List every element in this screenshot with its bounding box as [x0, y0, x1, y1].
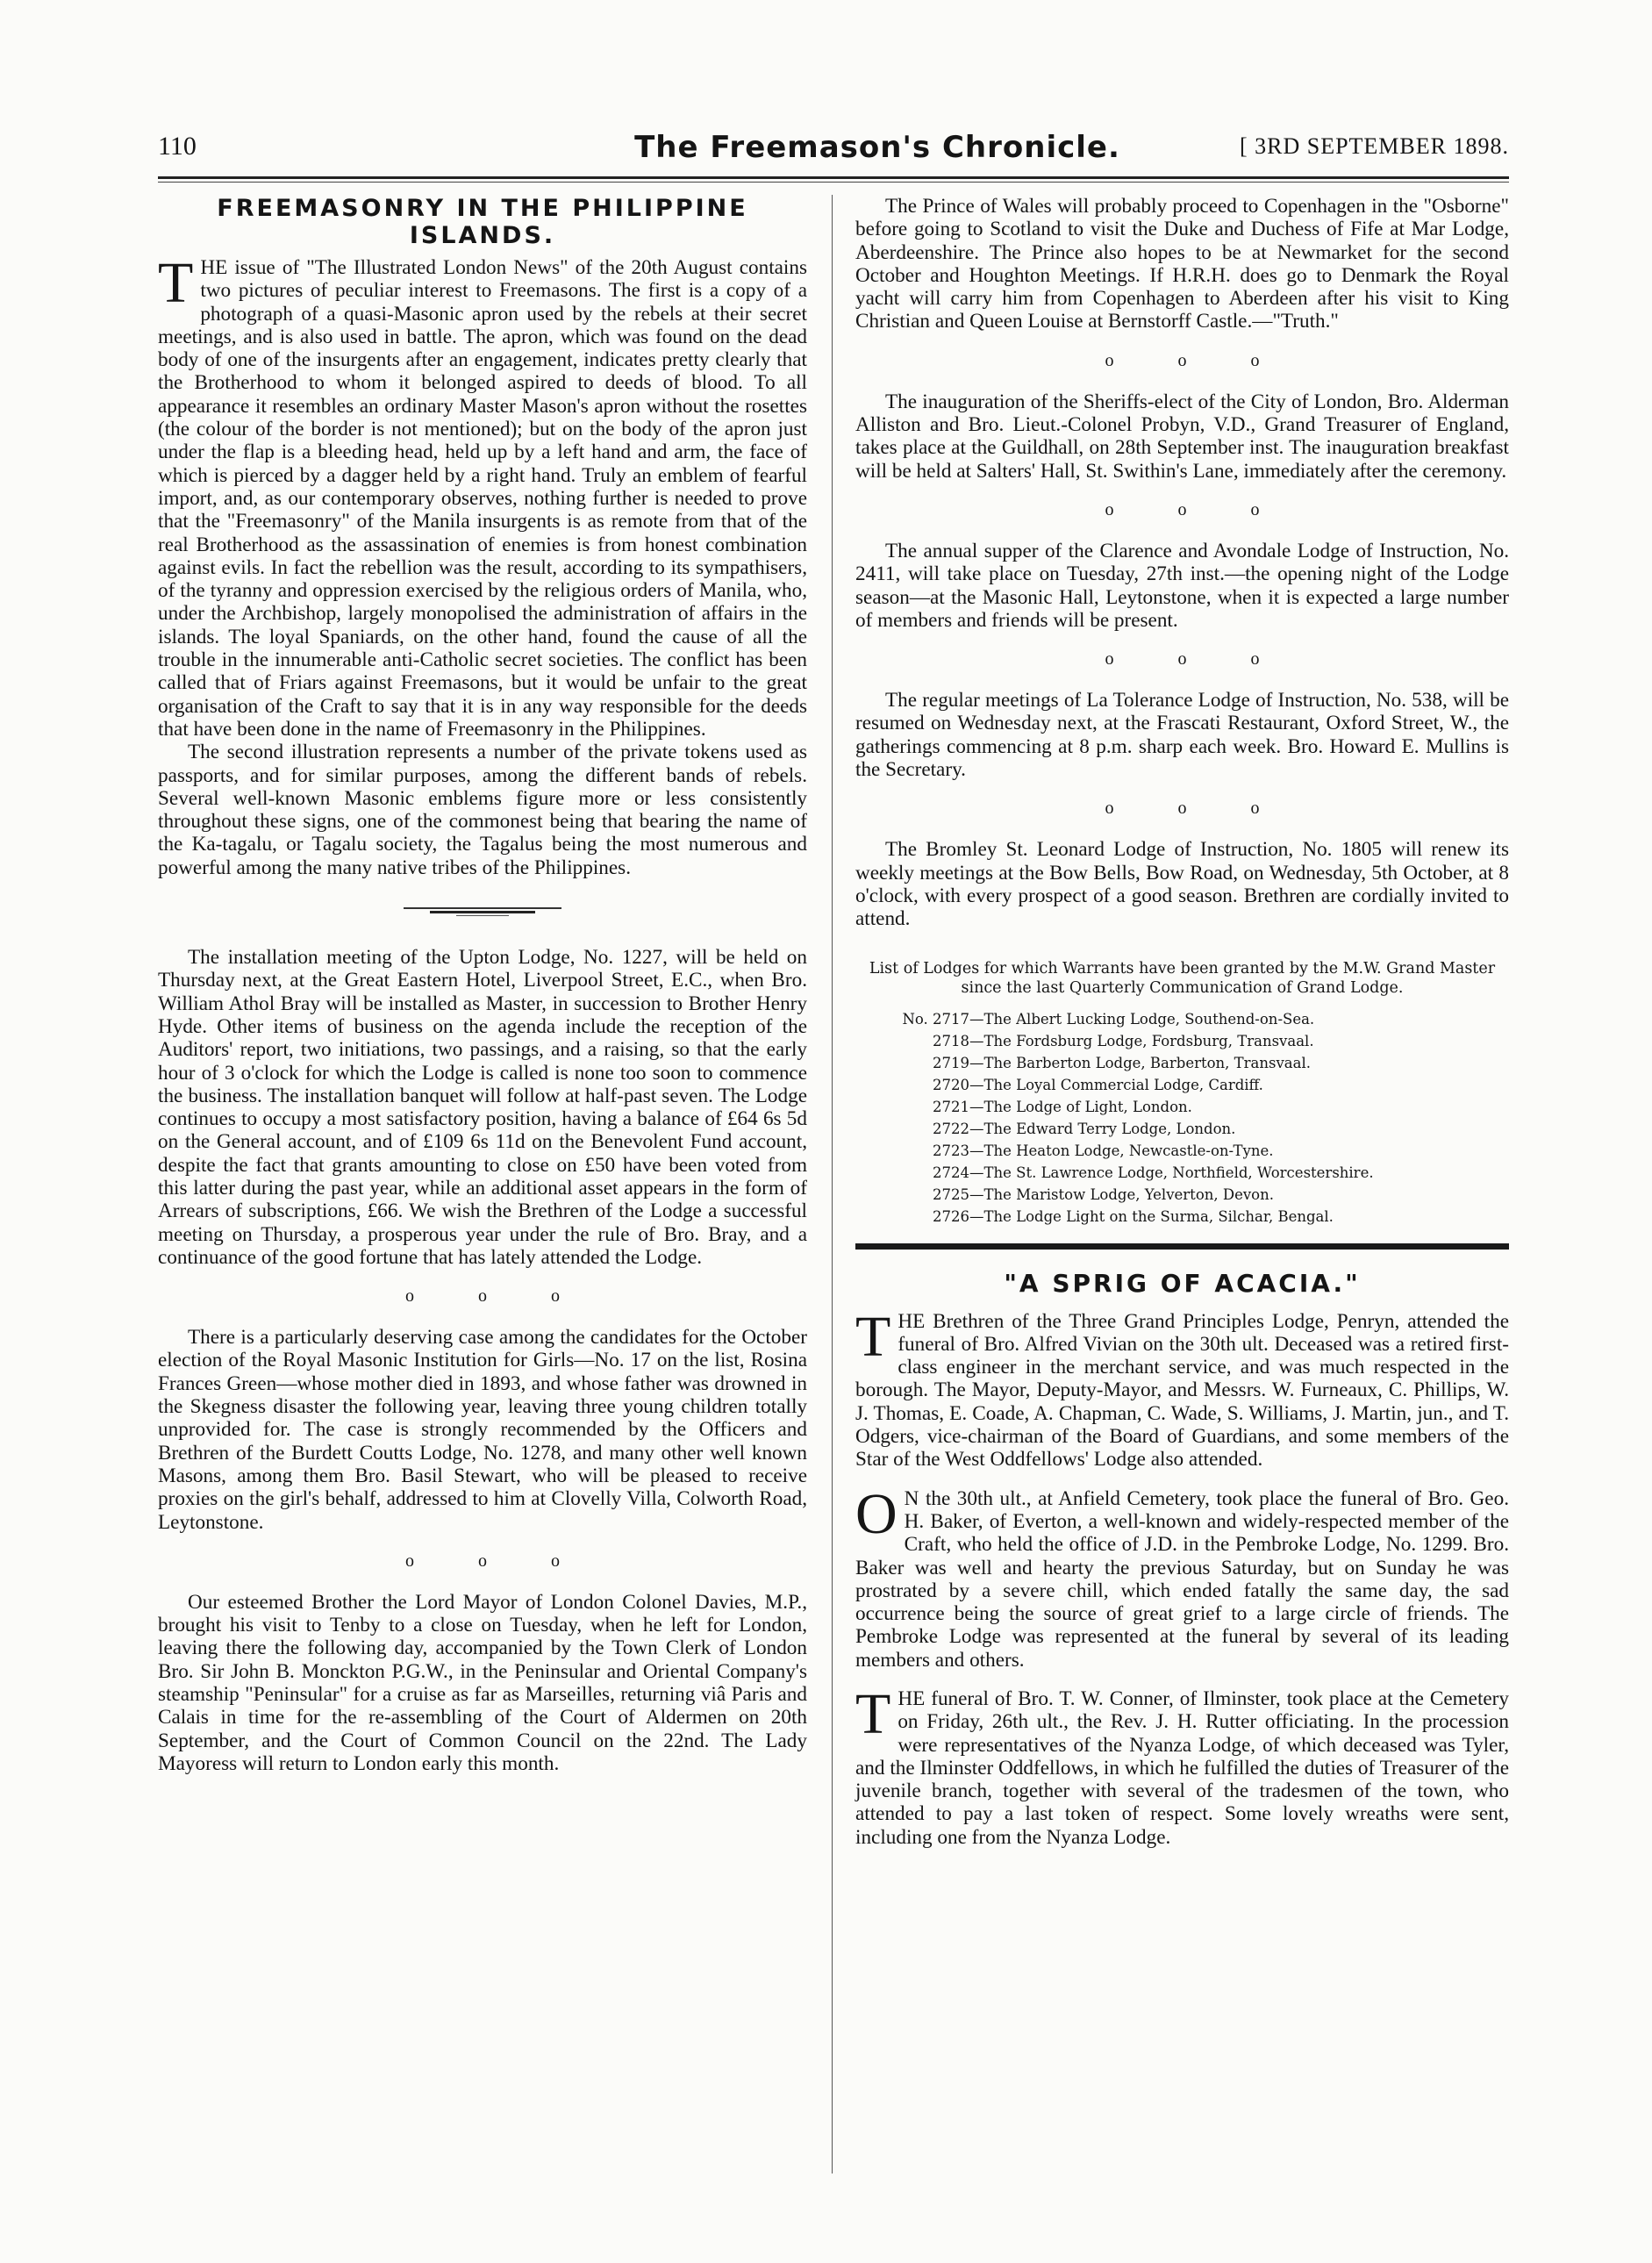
lodge-entry: 2724—The St. Lawrence Lodge, Northfield, Worcestershire. — [933, 1164, 1374, 1181]
masthead: The Freemason's Chronicle. — [634, 130, 1120, 165]
separator-dots: o o o — [405, 1286, 590, 1307]
drop-cap: T — [158, 251, 194, 315]
lodge-entry: 2719—The Barberton Lodge, Barberton, Transvaal. — [933, 1054, 1311, 1071]
acacia-text-2: N the 30th ult., at Anfield Cemetery, took place the funeral of Bro. Geo. H. Baker, of Everton, a well-known and widely-respected member of the Craft, who held the office of J.D. in the Pembroke Lodge, No. 1299. Bro. Baker was well and hearty the previous Saturday, but on Sunday he was prostrated by a severe chill, which ended fatally the same day, the sad occurrence being the source of great grief to a large circle of friends. The Pembroke Lodge was represented at the funeral by several of its leading members and others. — [855, 1486, 1509, 1672]
issue-date: [ 3RD SEPTEMBER 1898. — [1239, 133, 1509, 159]
section-ornament — [404, 906, 561, 916]
upton-lodge-paragraph: The installation meeting of the Upton Lodge, No. 1227, will be held on Thursday next, at the Great Eastern Hotel, Liverpool Street, E.C., when Bro. William Athol Bray will be installed as Master, in succession to Brother Henry Hyde. Other items of business on the agenda include the reception of the Auditors' report, two initiations, two passings, and a raising, so that the early hour of 3 o'clock for which the Lodge is called is none too soon to commence the business. The installation banquet will follow at half-past seven. The Lodge continues to occupy a most satisfactory position, having a balance of £64 6s 5d on the General account, and of £109 6s 11d on the Benevolent Fund account, despite the fact that grants amounting to close on £50 have been voted from this latter during the past year, while an additional asset appears in the form of Arrears of subscriptions, £66. We wish the Brethren of the Lodge a successful meeting on Thursday, a prosperous year under the rule of Bro. Bray, and a continuance of the good fortune that has lately attended the Lodge. — [158, 946, 807, 1269]
lodge-entry: 2720—The Loyal Commercial Lodge, Cardiff. — [933, 1076, 1263, 1093]
right-column — [855, 195, 1509, 1849]
section-heavy-rule — [855, 1243, 1509, 1250]
drop-cap: O — [855, 1481, 898, 1546]
acacia-text-3: HE funeral of Bro. T. W. Conner, of Ilminster, took place at the Cemetery on Friday, 26th ult., the Rev. J. H. Rutter officiating. In the procession were representatives of the Nyanza Lodge, of which deceased was Tyler, and the Ilminster Oddfellows, in which he fulfilled the duties of Treasurer of the juvenile branch, together with several of the tradesmen of the town, who attended to pay a last token of respect. Some lovely wreaths were sent, including one from the Nyanza Lodge. — [855, 1687, 1509, 1849]
article-title-acacia: "A SPRIG OF ACACIA." — [1004, 1268, 1361, 1298]
article-title-philippines: FREEMASONRY IN THE PHILIPPINE ISLANDS. — [217, 195, 748, 249]
acacia-text-1: HE Brethren of the Three Grand Principles Lodge, Penryn, attended the funeral of Bro. Alfred Vivian on the 30th ult. Deceased was a retired first-class engineer in the merchant service, and was much respected in the borough. The Mayor, Deputy-Mayor, and Messrs. W. Furneaux, C. Phillips, W. J. Thomas, E. Coade, A. Chapman, C. Wade, S. Williams, J. Martin, jun., and T. Odgers, vice-chairman of the Board of Guardians, and some members of the Star of the West Oddfellows' Lodge also attended. — [855, 1309, 1509, 1472]
page-number: 110 — [158, 132, 197, 161]
lodge-entry: No. 2717—The Albert Lucking Lodge, Southend-on-Sea. — [902, 1010, 1315, 1028]
lord-mayor-paragraph: Our esteemed Brother the Lord Mayor of London Colonel Davies, M.P., brought his visit to Tenby to a close on Tuesday, when he left for London, leaving there the following day, accompanied by the Town Clerk of London Bro. Sir John B. Monckton P.G.W., in the Peninsular and Oriental Company's steamship "Peninsular" for a cruise as far as Marseilles, returning viâ Paris and Calais in time for the re-assembling of the Court of Aldermen on 20th September, and the Court of Common Council on the 22nd. The Lady Mayoress will return to London early this month. — [158, 1590, 807, 1775]
page-header — [158, 132, 1509, 175]
lodge-entry: 2718—The Fordsburg Lodge, Fordsburg, Transvaal. — [933, 1032, 1314, 1049]
drop-cap: T — [855, 1304, 891, 1369]
philippines-paragraph-2: The second illustration represents a number of the private tokens used as passports, and for similar purposes, among the different bands of rebels. Several well-known Masonic emblems figure more or less consistently throughout these signs, one of the commonest being that bearing the name of the Ka-tagalu, or Tagalu society, the Tagalus being the most numerous and powerful among the many native tribes of the Philippines. — [158, 741, 807, 879]
warrants-list — [873, 1008, 1509, 1228]
bromley-paragraph: The Bromley St. Leonard Lodge of Instruction, No. 1805 will renew its weekly meetings at the Bow Bells, Bow Road, on Wednesday, 5th October, at 8 o'clock, with every prospect of a good season. Brethren are cordially invited to attend. — [855, 838, 1509, 931]
philippines-paragraph-1 — [158, 251, 807, 741]
separator-dots: o o o — [1105, 499, 1290, 519]
prince-of-wales-paragraph: The Prince of Wales will probably proceed to Copenhagen in the "Osborne" before going to Scotland to visit the Duke and Duchess of Fife at Mar Lodge, Aberdeenshire. The Prince also hopes to be at Newmarket for the second October and Houghton Meetings. If H.R.H. does go to Denmark the Royal yacht will carry him from Copenhagen to Aberdeen after his visit to King Christian and Queen Louise at Bernstorff Castle.—"Truth." — [855, 195, 1509, 333]
warrants-intro: List of Lodges for which Warrants have been granted by the M.W. Grand Master since the last Quarterly Communication of Grand Lodge. — [869, 959, 1496, 997]
drop-cap: T — [855, 1681, 891, 1746]
sheriffs-paragraph: The inauguration of the Sheriffs-elect of the City of London, Bro. Alderman Alliston and Bro. Lieut.-Colonel Probyn, V.D., Grand Treasurer of England, takes place at the Guildhall, on 28th September inst. The inauguration breakfast will be held at Salters' Hall, St. Swithin's Lane, immediately after the ceremony. — [855, 390, 1509, 483]
philippines-text-1: HE issue of "The Illustrated London News" of the 20th August contains two pictures of peculiar interest to Freemasons. The first is a copy of a photograph of a quasi-Masonic apron used by the rebels at their secret meetings, and is also used in battle. The apron, which was found on the dead body of one of the insurgents after an engagement, indicates pretty clearly that the Brotherhood to whom it belonged aspired to deeds of blood. To all appearance it resembles an ordinary Master Mason's apron without the rosettes (the colour of the border is not mentioned); but on the body of the apron just under the flap is a bleeding head, held up by a left hand and arm, the face of which is pierced by a dagger held by a right hand. Truly an emblem of fearful import, and, as our contemporary observes, nothing further is needed to prove that the "Freemasonry" of the Manila insurgents is as remote from that of the real Brotherhood as the assassination of enemies is from honest combination against evils. In fact the rebellion was the result, according to its sympathisers, of the tyranny and oppression exercised by the religious orders of Manila, who, under the Archbishop, largely monopolised the administration of affairs in the islands. The loyal Spaniards, on the other hand, found the cause of all the trouble in the innumerable anti-Catholic secret societies. The conflict has been called that of Friars against Freemasons, but it would be unfair to the great organisation of the Craft to say that it is in any way responsible for the deeds that have been done in the name of Freemasonry in the Philippines. — [158, 256, 807, 741]
lodge-entry: 2726—The Lodge Light on the Surma, Silchar, Bengal. — [933, 1207, 1334, 1225]
lodge-entry: 2721—The Lodge of Light, London. — [933, 1098, 1192, 1115]
clarence-avondale-paragraph: The annual supper of the Clarence and Avondale Lodge of Instruction, No. 2411, will take place on Tuesday, 27th inst.—the opening night of the Lodge season—at the Masonic Hall, Leytonstone, when it is expected a large number of members and friends will be present. — [855, 539, 1509, 632]
lodge-entry: 2725—The Maristow Lodge, Yelverton, Devon. — [933, 1185, 1274, 1203]
left-column — [158, 195, 807, 1775]
acacia-paragraph-2 — [855, 1481, 1509, 1672]
lodge-entry: 2723—The Heaton Lodge, Newcastle-on-Tyne. — [933, 1142, 1274, 1159]
deserving-case-paragraph: There is a particularly deserving case among the candidates for the October election of the Royal Masonic Institution for Girls—No. 17 on the list, Rosina Frances Green—whose mother died in 1893, and whose father was drowned in the Skegness disaster the following year, leaving three young children totally unprovided for. The case is strongly recommended by the Officers and Brethren of the Burdett Coutts Lodge, No. 1278, and many other well known Masons, among them Bro. Basil Stewart, who will be pleased to receive proxies on the girl's behalf, addressed to him at Clovelly Villa, Colworth Road, Leytonstone. — [158, 1326, 807, 1534]
separator-dots: o o o — [1105, 798, 1290, 819]
separator-dots: o o o — [405, 1550, 590, 1571]
la-tolerance-paragraph: The regular meetings of La Tolerance Lodge of Instruction, No. 538, will be resumed on Wednesday next, at the Frascati Restaurant, Oxford Street, W., the gatherings commencing at 8 p.m. sharp each week. Bro. Howard E. Mullins is the Secretary. — [855, 689, 1509, 782]
acacia-paragraph-1 — [855, 1304, 1509, 1472]
separator-dots: o o o — [1105, 649, 1290, 670]
acacia-paragraph-3 — [855, 1681, 1509, 1849]
header-rule — [158, 176, 1509, 179]
lodge-entry: 2722—The Edward Terry Lodge, London. — [933, 1120, 1236, 1137]
separator-dots: o o o — [1105, 350, 1290, 370]
header-rule-thin — [158, 182, 1509, 183]
column-divider — [832, 195, 833, 2173]
